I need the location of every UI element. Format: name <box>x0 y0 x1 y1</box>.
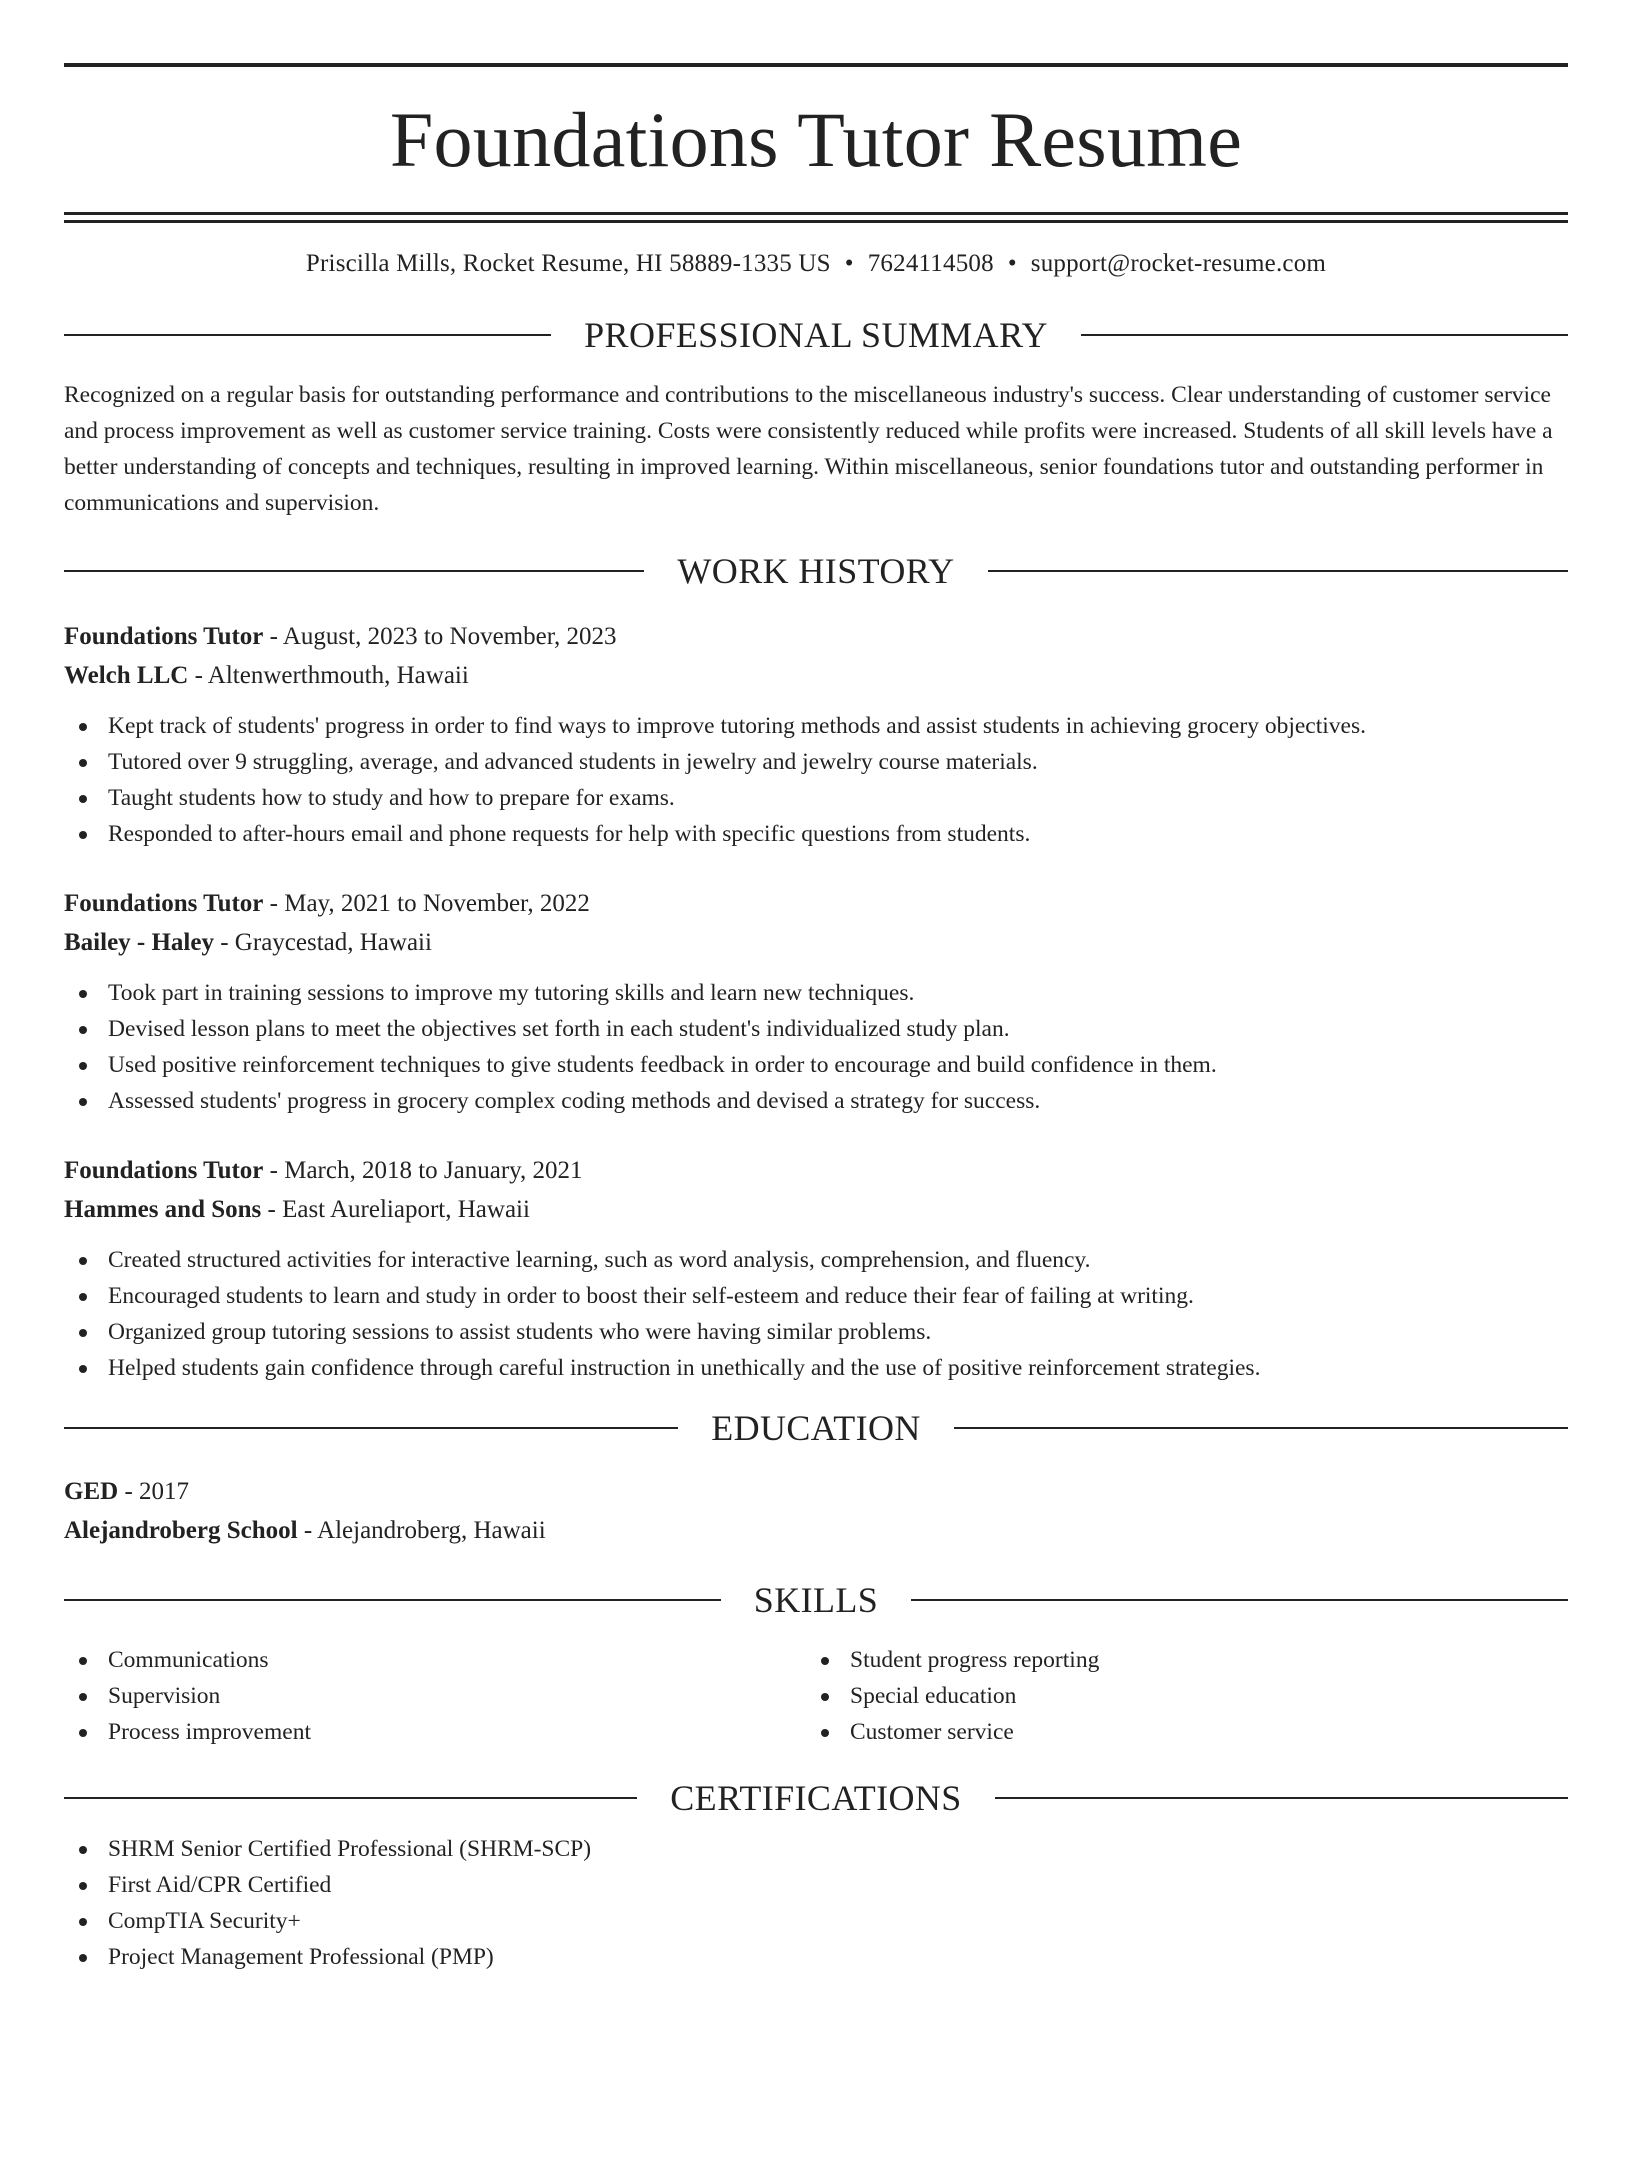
skill-item: Supervision <box>64 1678 806 1714</box>
job-bullets <box>64 1242 1568 1386</box>
education-school: Alejandroberg School <box>64 1517 298 1544</box>
job-company: Bailey - Haley <box>64 929 214 956</box>
list-item: Taught students how to study and how to prepare for exams. <box>64 780 1568 816</box>
job-company-line <box>64 923 1568 962</box>
job-title: Foundations Tutor <box>64 623 264 650</box>
section-title-certifications: CERTIFICATIONS <box>670 1778 962 1818</box>
job-bullets <box>64 975 1568 1119</box>
job-company: Welch LLC <box>64 662 189 689</box>
job-bullets <box>64 708 1568 852</box>
list-item: Devised lesson plans to meet the objectives set forth in each student's individualized study plan. <box>64 1011 1568 1047</box>
job-company-line <box>64 656 1568 695</box>
contact-line <box>64 249 1568 279</box>
list-item: Kept track of students' progress in order to find ways to improve tutoring methods and assist students in achieving grocery objectives. <box>64 708 1568 744</box>
section-header-certifications <box>64 1778 1568 1818</box>
section-header-work-history <box>64 551 1568 591</box>
education-degree: GED <box>64 1478 119 1505</box>
list-item: Helped students gain confidence through careful instruction in unethically and the use of positive reinforcement strategies. <box>64 1350 1568 1386</box>
list-item: Organized group tutoring sessions to assist students who were having similar problems. <box>64 1314 1568 1350</box>
job-company-line <box>64 1190 1568 1229</box>
education-degree-line <box>64 1472 1568 1511</box>
section-rule <box>954 1427 1568 1429</box>
section-rule <box>64 1599 721 1601</box>
job-entry <box>64 617 1568 852</box>
job-title-line <box>64 617 1568 656</box>
certification-item: SHRM Senior Certified Professional (SHRM-SCP) <box>64 1831 1568 1867</box>
education-location: - Alejandroberg, Hawaii <box>297 1517 546 1544</box>
job-entry <box>64 884 1568 1119</box>
section-header-skills <box>64 1580 1568 1620</box>
contact-phone: 7624114508 <box>867 250 994 277</box>
resume-page <box>0 63 1632 2175</box>
section-rule <box>64 1427 678 1429</box>
skill-item: Special education <box>806 1678 1548 1714</box>
certification-item: Project Management Professional (PMP) <box>64 1939 1568 1975</box>
section-rule <box>988 570 1568 572</box>
job-title: Foundations Tutor <box>64 890 264 917</box>
job-location: - Graycestad, Hawaii <box>213 929 432 956</box>
contact-separator: • <box>1007 250 1017 277</box>
list-item: Encouraged students to learn and study in order to boost their self-esteem and reduce their fear of failing at writing. <box>64 1278 1568 1314</box>
job-company: Hammes and Sons <box>64 1196 262 1223</box>
top-rule <box>64 63 1568 67</box>
contact-address: Priscilla Mills, Rocket Resume, HI 58889-1335 US <box>305 250 831 277</box>
section-rule <box>64 334 551 336</box>
section-title-summary: PROFESSIONAL SUMMARY <box>584 315 1048 355</box>
summary-text: Recognized on a regular basis for outstanding performance and contributions to the miscellaneous industry's success. Clear understanding of customer service and process improvement as well as customer service training. Costs were consistently reduced while profits were increased. Students of all skill levels have a better understanding of concepts and techniques, resulting in improved learning. Within miscellaneous, senior foundations tutor and outstanding performer in communications and supervision. <box>64 382 1553 516</box>
certification-item: First Aid/CPR Certified <box>64 1867 1568 1903</box>
list-item: Responded to after-hours email and phone requests for help with specific questions from students. <box>64 816 1568 852</box>
section-title-skills: SKILLS <box>753 1580 879 1620</box>
certifications-list <box>64 1831 1568 1975</box>
job-entry <box>64 1151 1568 1386</box>
job-title: Foundations Tutor <box>64 1157 264 1184</box>
section-header-summary <box>64 315 1568 355</box>
skill-item: Process improvement <box>64 1714 806 1750</box>
list-item: Assessed students' progress in grocery complex coding methods and devised a strategy for success. <box>64 1083 1568 1119</box>
skills-column-right <box>806 1642 1548 1750</box>
title-double-rule <box>64 212 1568 223</box>
skill-item: Communications <box>64 1642 806 1678</box>
certification-item: CompTIA Security+ <box>64 1903 1568 1939</box>
section-rule <box>1081 334 1568 336</box>
job-location: - East Aureliaport, Hawaii <box>261 1196 530 1223</box>
job-location: - Altenwerthmouth, Hawaii <box>188 662 469 689</box>
job-dates: - August, 2023 to November, 2023 <box>263 623 617 650</box>
skill-item: Student progress reporting <box>806 1642 1548 1678</box>
education-entry <box>64 1472 1568 1550</box>
section-rule <box>64 1797 637 1799</box>
contact-separator: • <box>844 250 854 277</box>
skills-grid <box>64 1642 1568 1750</box>
list-item: Used positive reinforcement techniques to give students feedback in order to encourage and build confidence in them. <box>64 1047 1568 1083</box>
job-dates: - March, 2018 to January, 2021 <box>263 1157 583 1184</box>
job-dates: - May, 2021 to November, 2022 <box>263 890 590 917</box>
section-rule <box>64 570 644 572</box>
section-title-work-history: WORK HISTORY <box>677 551 955 591</box>
job-title-line <box>64 884 1568 923</box>
section-rule <box>995 1797 1568 1799</box>
skill-item: Customer service <box>806 1714 1548 1750</box>
section-rule <box>911 1599 1568 1601</box>
skills-column-left <box>64 1642 806 1750</box>
list-item: Created structured activities for interactive learning, such as word analysis, comprehension, and fluency. <box>64 1242 1568 1278</box>
section-title-education: EDUCATION <box>711 1408 921 1448</box>
job-title-line <box>64 1151 1568 1190</box>
education-school-line <box>64 1511 1568 1550</box>
education-year: - 2017 <box>118 1478 190 1505</box>
section-header-education <box>64 1408 1568 1448</box>
contact-email: support@rocket-resume.com <box>1030 250 1327 277</box>
list-item: Tutored over 9 struggling, average, and advanced students in jewelry and jewelry course materials. <box>64 744 1568 780</box>
list-item: Took part in training sessions to improve my tutoring skills and learn new techniques. <box>64 975 1568 1011</box>
resume-title: Foundations Tutor Resume <box>389 96 1243 183</box>
